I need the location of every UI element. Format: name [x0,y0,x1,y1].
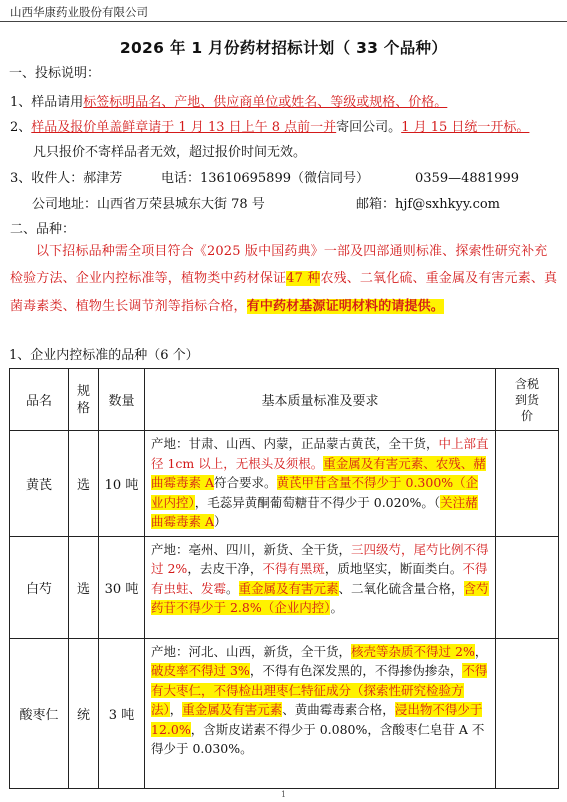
email-line [356,197,500,213]
std-peel: ，去皮干净， [187,561,263,576]
header-name: 品名 [10,369,69,431]
std-ochratoxin-note: 关注赭曲霉毒素 A [151,494,478,529]
recipient-label: 3、收件人： [10,171,84,186]
email-address[interactable]: hjf@sxhkyy.com [395,197,501,212]
row-price[interactable] [496,536,559,638]
std-no-jujube: 不得有大枣仁，不得检出理枣仁特征成分（探索性研究检验方法） [151,663,488,717]
row-spec: 统 [69,638,99,788]
std-origin: 产地：河北、山西，新货，全干货， [151,643,352,659]
std-origin: 产地：亳州、四川，新货、全干货， [151,541,352,557]
instruction-2-red-deadline: 样品及报价单盖鲜章请于 1 月 13 日上午 8 点前一并 [31,120,337,135]
instruction-1-prefix: 1、样品请用 [10,95,84,110]
header-standard: 基本质量标准及要求 [145,369,496,431]
recipient-line [10,171,122,187]
requirements-47-items: 47 种 [286,271,321,287]
row-price[interactable] [496,638,559,788]
table-row [10,431,559,537]
page-number: 1 [280,790,287,799]
phone-line [161,171,369,187]
company-address: 公司地址：山西省万荣县城东大街 78 号 [32,197,265,212]
requirements-origin-proof: 有中药材基源证明材料的请提供。 [246,298,444,314]
std-broken-rate: 破皮率不得过 3% [151,663,250,678]
recipient-name: 郝津芳 [83,171,123,186]
row-spec: 选 [69,431,99,537]
row-standard [145,536,496,638]
header-price [496,369,559,431]
std-heavy-metals: 重金属及有害元素 [182,702,283,717]
std-content: ，含斯皮诺素不得少于 0.080%，含酸枣仁皂苷 A 不得少于 0.030%。 [151,721,485,756]
std-origin: 产地：甘肃、山西、内蒙，正品蒙古黄芪，全干货， [151,436,439,451]
row-name: 黄芪 [10,431,69,537]
row-spec: 选 [69,536,99,638]
std-aflatoxin: 、黄曲霉毒素合格， [282,702,395,717]
phone-label: 电话： [161,171,201,186]
std-sep: ， [474,643,488,659]
instruction-2-red-opening: 1 月 15 日统一开标。 [401,120,530,135]
std-compliant: 符合要求。 [214,475,277,490]
row-qty: 10 吨 [99,431,145,537]
table-row [10,536,559,638]
row-name: 酸枣仁 [10,638,69,788]
table-row [10,638,559,788]
phone-landline: 0359—4881999 [415,171,519,186]
std-astragaloside: 黄芪甲苷含量不得少于 0.300%（企业内控） [151,475,479,510]
header-spec [69,369,99,431]
std-no-spots: 不得有黑斑 [262,561,325,576]
std-isoflavone: ，毛蕊异黄酮葡萄糖苷不得少于 0.020%。（ [194,494,441,510]
std-end: 。 [330,600,343,615]
instruction-2 [10,120,529,136]
header-spec-label: 规格 [76,383,90,416]
row-standard [145,638,496,788]
tender-table [9,368,559,789]
document-title: 2026 年 1 月份药材招标计划（ 33 个品种） [119,39,448,57]
row-name: 白芍 [10,536,69,638]
instruction-1 [10,95,447,111]
row-price[interactable] [496,431,559,537]
std-color: ，不得有色深发黑的，不得掺伪掺杂， [249,663,463,678]
std-heavy-metals: 重金属及有害元素 [238,580,339,596]
std-texture: ，质地坚实，断面类白。 [324,561,463,576]
section-1-heading: 一、投标说明： [9,66,101,81]
std-diameter: 中上部直径 1cm 以上，无根头及须根。 [151,436,489,471]
header-price-label: 含税到货价 [514,376,539,423]
row-standard [145,431,496,537]
instruction-invalid: 凡只报价不寄样品者无效，超过报价时间无效。 [33,145,307,160]
std-sep2: ， [169,702,183,717]
table-caption: 1、企业内控标准的品种（6 个） [9,348,199,363]
std-grade: 三四级芍，尾芍比例不得过 2% [151,541,489,576]
std-impurities: 核壳等杂质不得过 2% [351,643,475,659]
std-contaminants: 重金属及有害元素、农残、赭曲霉毒素 A [151,455,486,490]
requirements-text-a: 以下招标品种需全项目符合《2025 版中国药典》一部及四部通则标准、探索性研究补充检验方法、企业内控标准等，植物类中药材保证 [10,244,548,287]
requirements-text-c: 农残、二氧化硫、重金属及有害元素、真菌毒素类、植物生长调节剂等指标合格， [10,271,558,314]
header-qty: 数量 [99,369,145,431]
header-rule [0,21,567,22]
instruction-2-prefix: 2、 [10,120,32,135]
std-so2: 、二氧化硫含量合格， [338,580,464,596]
std-extract: 浸出物不得少于 12.0% [151,702,483,737]
section-2-heading: 二、品种： [10,222,76,237]
std-paeoniflorin: 含芍药苷不得少于 2.8%（企业内控） [151,580,489,615]
row-qty: 3 吨 [99,638,145,788]
phone-number: 13610695899（微信同号） [200,171,369,186]
std-no-insects: 不得有虫蛀、发霉 [151,561,488,596]
std-sep: 。 [226,580,239,596]
table-header-row [10,369,559,431]
section-2-requirements [10,238,558,320]
std-close: ） [214,514,227,529]
row-qty: 30 吨 [99,536,145,638]
company-name: 山西华康药业股份有限公司 [10,5,148,19]
instruction-2-mid: 寄回公司。 [336,120,402,135]
email-label: 邮箱： [356,197,396,212]
instruction-1-red: 标签标明品名、产地、供应商单位或姓名、等级或规格、价格。 [83,95,448,110]
